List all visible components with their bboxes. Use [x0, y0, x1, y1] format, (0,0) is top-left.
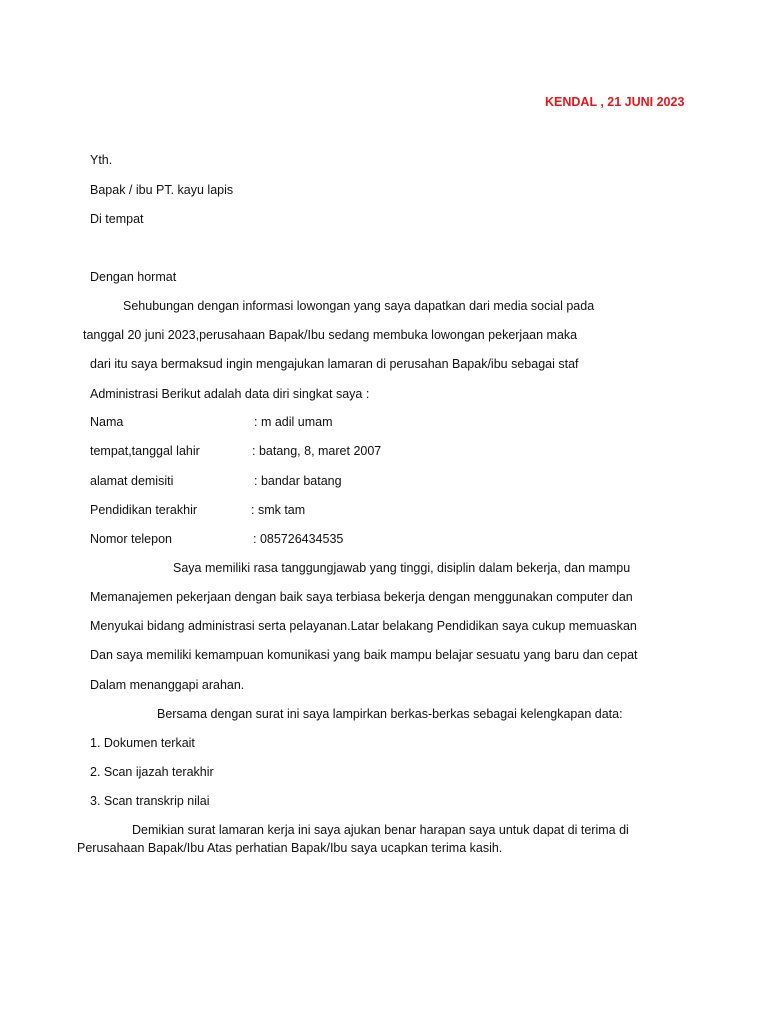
field-value: : m adil umam: [254, 415, 333, 429]
field-value: : bandar batang: [254, 474, 342, 488]
closing-line-1: Demikian surat lamaran kerja ini saya ajukan benar harapan saya untuk dapat di terima di: [132, 823, 629, 837]
field-label: Nama: [90, 415, 124, 429]
qualification-line-2: Memanajemen pekerjaan dengan baik saya terbiasa bekerja dengan menggunakan computer dan: [90, 590, 633, 604]
field-value: : batang, 8, maret 2007: [252, 444, 382, 458]
field-label: alamat demisiti: [90, 474, 174, 488]
recipient-location: Di tempat: [90, 212, 144, 226]
date-line: KENDAL , 21 JUNI 2023: [545, 95, 685, 109]
salutation: Dengan hormat: [90, 270, 177, 284]
qualification-line-3: Menyukai bidang administrasi serta pelayanan.Latar belakang Pendidikan saya cukup memuaskan: [90, 619, 637, 633]
field-label: Nomor telepon: [90, 532, 172, 546]
attachments-intro: Bersama dengan surat ini saya lampirkan berkas-berkas sebagai kelengkapan data:: [157, 707, 623, 721]
intro-line-4: Administrasi Berikut adalah data diri singkat saya :: [90, 387, 370, 401]
attachment-item-2: 2. Scan ijazah terakhir: [90, 765, 214, 779]
qualification-line-1: Saya memiliki rasa tanggungjawab yang tinggi, disiplin dalam bekerja, dan mampu: [173, 561, 631, 575]
intro-line-3: dari itu saya bermaksud ingin mengajukan lamaran di perusahan Bapak/ibu sebagai staf: [90, 357, 579, 371]
qualification-line-4: Dan saya memiliki kemampuan komunikasi yang baik mampu belajar sesuatu yang baru dan cepat: [90, 648, 638, 662]
qualification-line-5: Dalam menanggapi arahan.: [90, 678, 245, 692]
closing-line-2: Perusahaan Bapak/Ibu Atas perhatian Bapak/Ibu saya ucapkan terima kasih.: [77, 841, 503, 855]
field-label: tempat,tanggal lahir: [90, 444, 200, 458]
recipient-greeting: Yth.: [90, 153, 113, 167]
recipient-addressee: Bapak / ibu PT. kayu lapis: [90, 183, 234, 197]
intro-line-2: tanggal 20 juni 2023,perusahaan Bapak/Ibu sedang membuka lowongan pekerjaan maka: [83, 328, 578, 342]
field-label: Pendidikan terakhir: [90, 503, 198, 517]
field-value: : 085726434535: [253, 532, 344, 546]
attachment-item-3: 3. Scan transkrip nilai: [90, 794, 210, 808]
attachment-item-1: 1. Dokumen terkait: [90, 736, 195, 750]
field-value: : smk tam: [251, 503, 306, 517]
intro-line-1: Sehubungan dengan informasi lowongan yang saya dapatkan dari media social pada: [123, 299, 595, 313]
